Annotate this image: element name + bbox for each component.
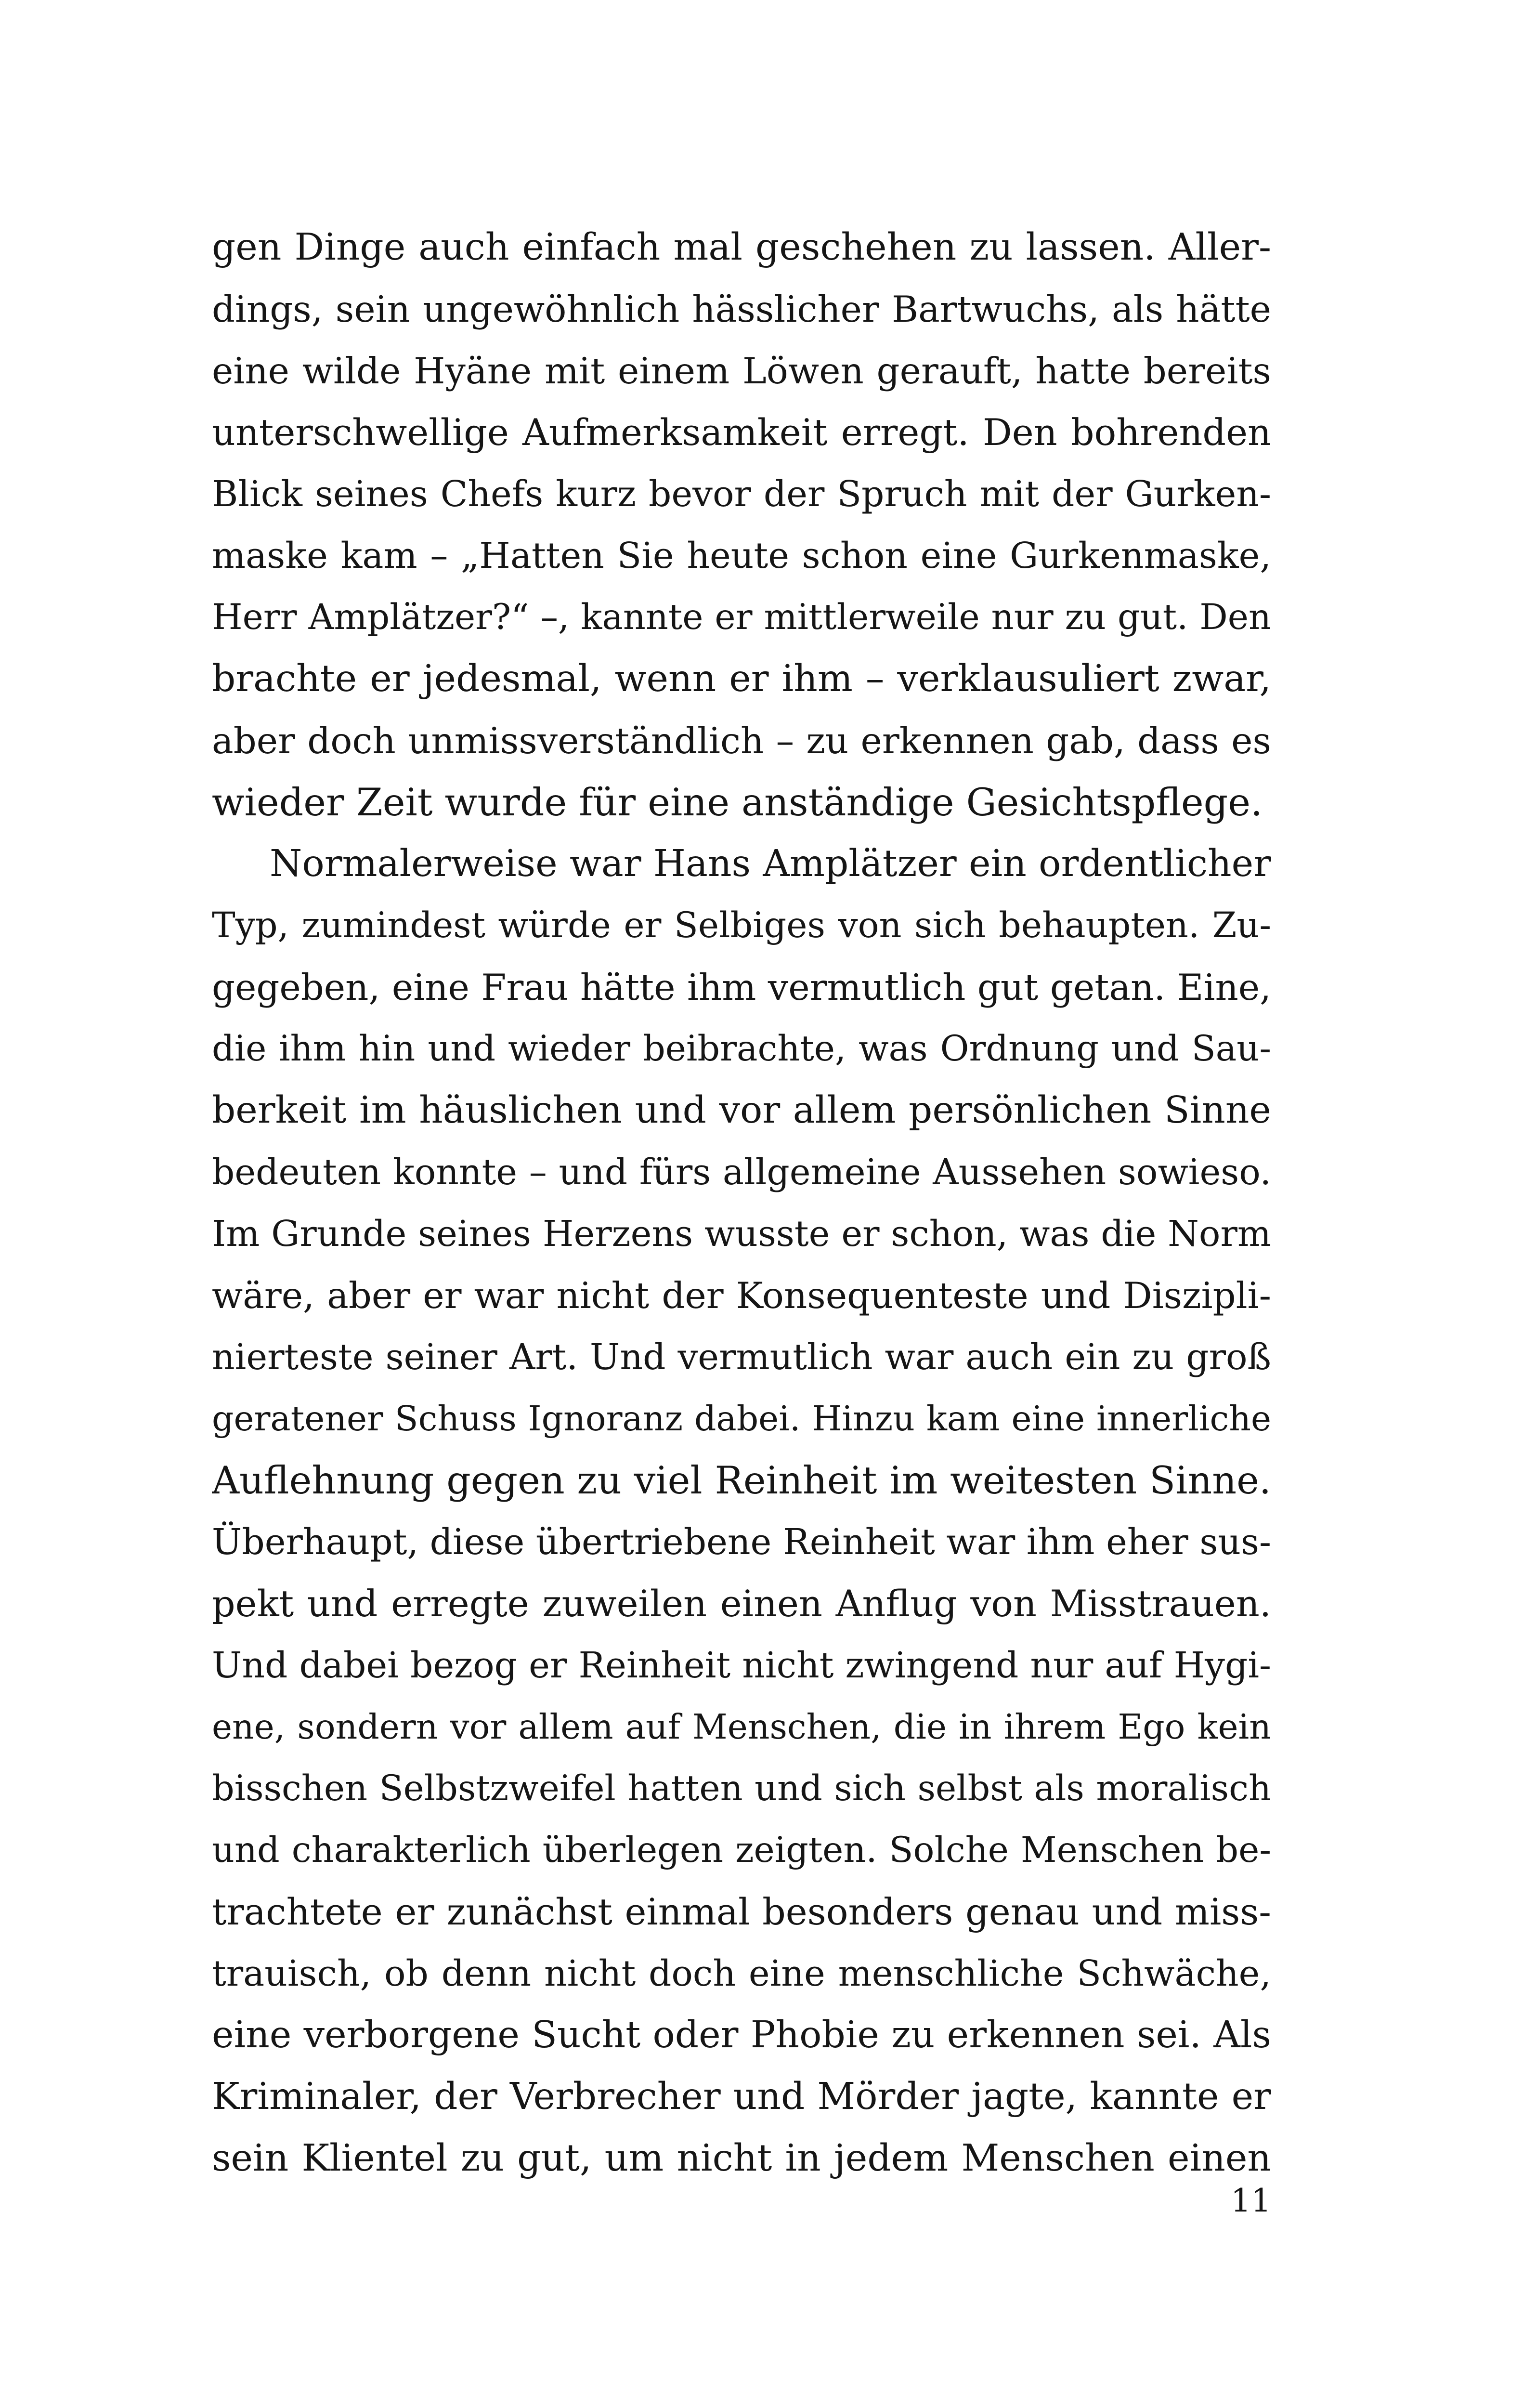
text-line: und charakterlich überlegen zeigten. Solche Menschen be- [212,1830,1271,1871]
page-number: 11 [1231,2182,1271,2219]
text-line: pekt und erregte zuweilen einen Anflug von Misstrauen. [212,1582,1271,1625]
paragraph-start-line: Normalerweise war Hans Amplätzer ein ordentlicher [270,842,1271,885]
text-line: eine wilde Hyäne mit einem Löwen gerauft, hatte bereits [212,350,1271,392]
text-line: bisschen Selbstzweifel hatten und sich selbst als moralisch [212,1768,1271,1809]
text-line: Überhaupt, diese übertriebene Reinheit war ihm eher sus- [212,1521,1271,1563]
text-line: Kriminaler, der Verbrecher und Mörder jagte, kannte er [212,2075,1271,2118]
text-line: Und dabei bezog er Reinheit nicht zwingend nur auf Hygi- [212,1645,1271,1686]
text-line: eine verborgene Sucht oder Phobie zu erkennen sei. Als [212,2014,1271,2056]
text-line: ene, sondern vor allem auf Menschen, die in ihrem Ego kein [212,1707,1271,1747]
text-line: aber doch unmissverständlich – zu erkennen gab, dass es [212,720,1271,762]
text-line: geratener Schuss Ignoranz dabei. Hinzu kam eine innerliche [212,1399,1271,1439]
text-line: berkeit im häuslichen und vor allem persönlichen Sinne [212,1089,1271,1132]
body-text [212,217,1271,2189]
text-line: bedeuten konnte – und fürs allgemeine Aussehen sowieso. [212,1152,1271,1193]
text-line: Auflehnung gegen zu viel Reinheit im weitesten Sinne. [212,1458,1271,1503]
text-line: Typ, zumindest würde er Selbiges von sich behaupten. Zu- [212,905,1271,946]
text-line: brachte er jedesmal, wenn er ihm – verklausuliert zwar, [212,657,1271,700]
text-line: trauisch, ob denn nicht doch eine menschliche Schwäche, [212,1953,1271,1994]
text-line: wäre, aber er war nicht der Konsequenteste und Diszipli- [212,1274,1271,1317]
text-line: gen Dinge auch einfach mal geschehen zu lassen. Aller- [212,226,1271,269]
text-line: Blick seines Chefs kurz bevor der Spruch mit der Gurken- [212,473,1271,515]
text-line: Herr Amplätzer?“ –, kannte er mittlerweile nur zu gut. Den [212,597,1271,638]
paragraph-end-line: wieder Zeit wurde für eine anständige Gesichtspflege. [212,780,1263,824]
text-line: Im Grunde seines Herzens wusste er schon, was die Norm [212,1213,1271,1255]
text-line: gegeben, eine Frau hätte ihm vermutlich gut getan. Eine, [212,966,1271,1008]
text-line: sein Klientel zu gut, um nicht in jedem Menschen einen [212,2137,1271,2180]
text-line: maske kam – „Hatten Sie heute schon eine Gurkenmaske, [212,535,1271,576]
text-line: dings, sein ungewöhnlich hässlicher Bartwuchs, als hätte [212,288,1271,330]
text-line: nierteste seiner Art. Und vermutlich war auch ein zu groß [212,1336,1271,1378]
text-line: die ihm hin und wieder beibrachte, was Ordnung und Sau- [212,1028,1271,1069]
text-line: unterschwellige Aufmerksamkeit erregt. Den bohrenden [212,411,1271,454]
text-line: trachtete er zunächst einmal besonders genau und miss- [212,1890,1271,1933]
